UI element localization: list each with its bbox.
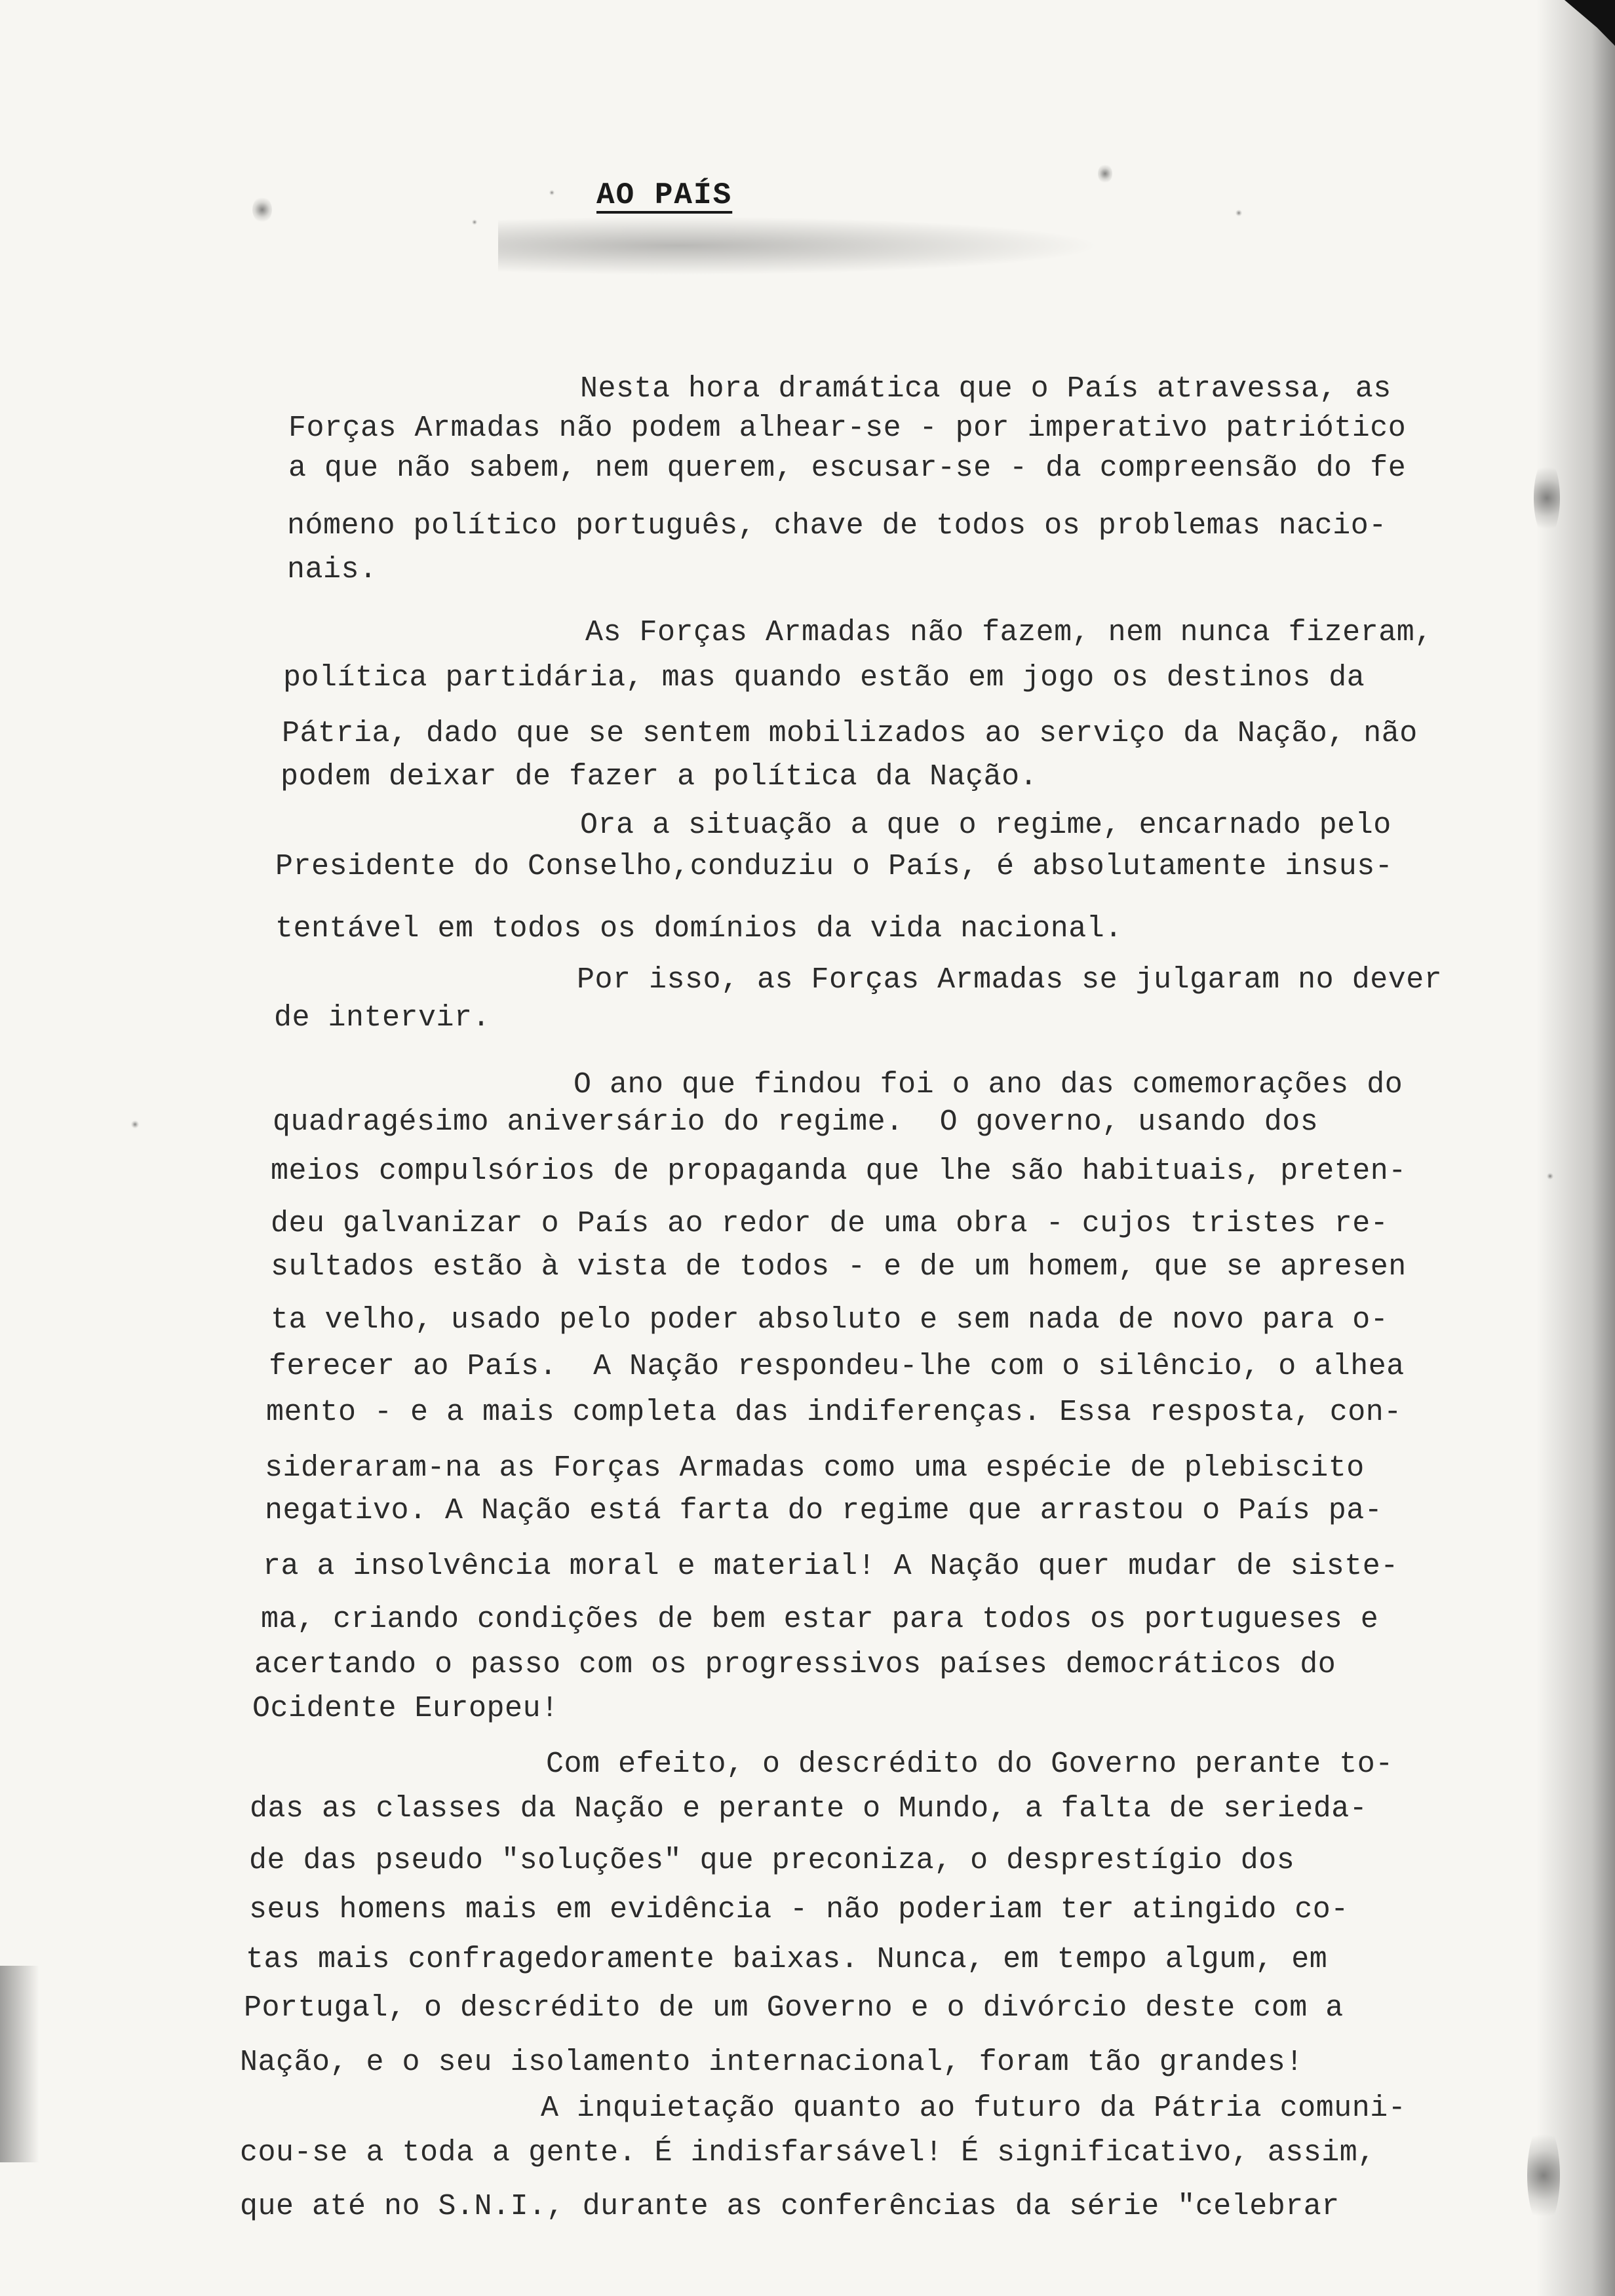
text-line: ferecer ao País. A Nação respondeu-lhe com o silêncio, o alhea [269, 1350, 1405, 1383]
text-line: Portugal, o descrédito de um Governo e o divórcio deste com a [244, 1991, 1344, 2025]
ink-speck [1098, 164, 1112, 183]
text-line: Presidente do Conselho,conduziu o País, é absolutamente insus- [275, 850, 1393, 883]
scan-shadow-right [1536, 0, 1615, 2296]
document-title: AO PAÍS [596, 178, 733, 212]
text-line: Ocidente Europeu! [252, 1692, 559, 1725]
ink-speck [1236, 210, 1242, 216]
text-line: ta velho, usado pelo poder absoluto e sem nada de novo para o- [271, 1303, 1389, 1337]
text-line: de das pseudo "soluções" que preconiza, o desprestígio dos [249, 1844, 1295, 1877]
text-line: O ano que findou foi o ano das comemorações do [574, 1068, 1403, 1101]
text-line: Pátria, dado que se sentem mobilizados ao serviço da Nação, não [282, 717, 1418, 750]
text-line: política partidária, mas quando estão em jogo os destinos da [283, 661, 1365, 695]
ink-speck [549, 190, 555, 195]
ink-speck [1547, 1173, 1553, 1179]
ink-speck [131, 1120, 139, 1128]
text-line: de intervir. [274, 1001, 491, 1035]
text-line: mento - e a mais completa das indiferenças. Essa resposta, con- [266, 1396, 1402, 1429]
text-line: deu galvanizar o País ao redor de uma obra - cujos tristes re- [271, 1207, 1389, 1240]
scan-shadow-left [0, 1966, 39, 2162]
text-line: Por isso, as Forças Armadas se julgaram no dever [577, 963, 1443, 997]
text-line: Forças Armadas não podem alhear-se - por imperativo patriótico [288, 411, 1407, 445]
text-line: tentável em todos os domínios da vida nacional. [275, 912, 1123, 946]
text-line: Ora a situação a que o regime, encarnado pelo [580, 809, 1391, 842]
text-line: negativo. A Nação está farta do regime que arrastou o País pa- [265, 1494, 1383, 1527]
text-line: nómeno político português, chave de todos os problemas nacio- [287, 509, 1387, 543]
ink-smudge [498, 216, 1101, 275]
text-line: podem deixar de fazer a política da Nação. [281, 760, 1038, 794]
text-line: tas mais confragedoramente baixas. Nunca, em tempo algum, em [246, 1943, 1328, 1976]
ink-speck [1527, 2123, 1560, 2228]
text-line: Com efeito, o descrédito do Governo perante to- [546, 1748, 1393, 1781]
text-line: sideraram-na as Forças Armadas como uma espécie de plebiscito [265, 1451, 1365, 1485]
text-line: que até no S.N.I., durante as conferências da série "celebrar [240, 2190, 1340, 2223]
ink-speck [472, 220, 477, 225]
text-line: nais. [287, 553, 378, 586]
text-line: As Forças Armadas não fazem, nem nunca fizeram, [585, 616, 1433, 649]
text-line: sultados estão à vista de todos - e de um homem, que se apresen [271, 1250, 1407, 1284]
text-line: Nesta hora dramática que o País atravessa, as [580, 372, 1391, 406]
text-line: A inquietação quanto ao futuro da Pátria comuni- [541, 2092, 1407, 2125]
text-line: a que não sabem, nem querem, escusar-se - da compreensão do fe [288, 451, 1407, 485]
ink-speck [1534, 459, 1560, 537]
text-line: das as classes da Nação e perante o Mundo, a falta de serieda- [250, 1792, 1368, 1826]
text-line: cou-se a toda a gente. É indisfarsável! É significativo, assim, [240, 2136, 1376, 2170]
ink-speck [252, 197, 272, 223]
text-line: ra a insolvência moral e material! A Nação quer mudar de siste- [263, 1550, 1399, 1583]
text-line: seus homens mais em evidência - não poderiam ter atingido co- [249, 1893, 1349, 1926]
text-line: ma, criando condições de bem estar para todos os portugueses e [261, 1603, 1379, 1636]
text-line: acertando o passo com os progressivos países democráticos do [254, 1648, 1336, 1681]
text-line: meios compulsórios de propaganda que lhe são habituais, preten- [271, 1155, 1407, 1188]
text-line: quadragésimo aniversário do regime. O governo, usando dos [273, 1105, 1319, 1139]
text-line: Nação, e o seu isolamento internacional, foram tão grandes! [240, 2046, 1304, 2079]
